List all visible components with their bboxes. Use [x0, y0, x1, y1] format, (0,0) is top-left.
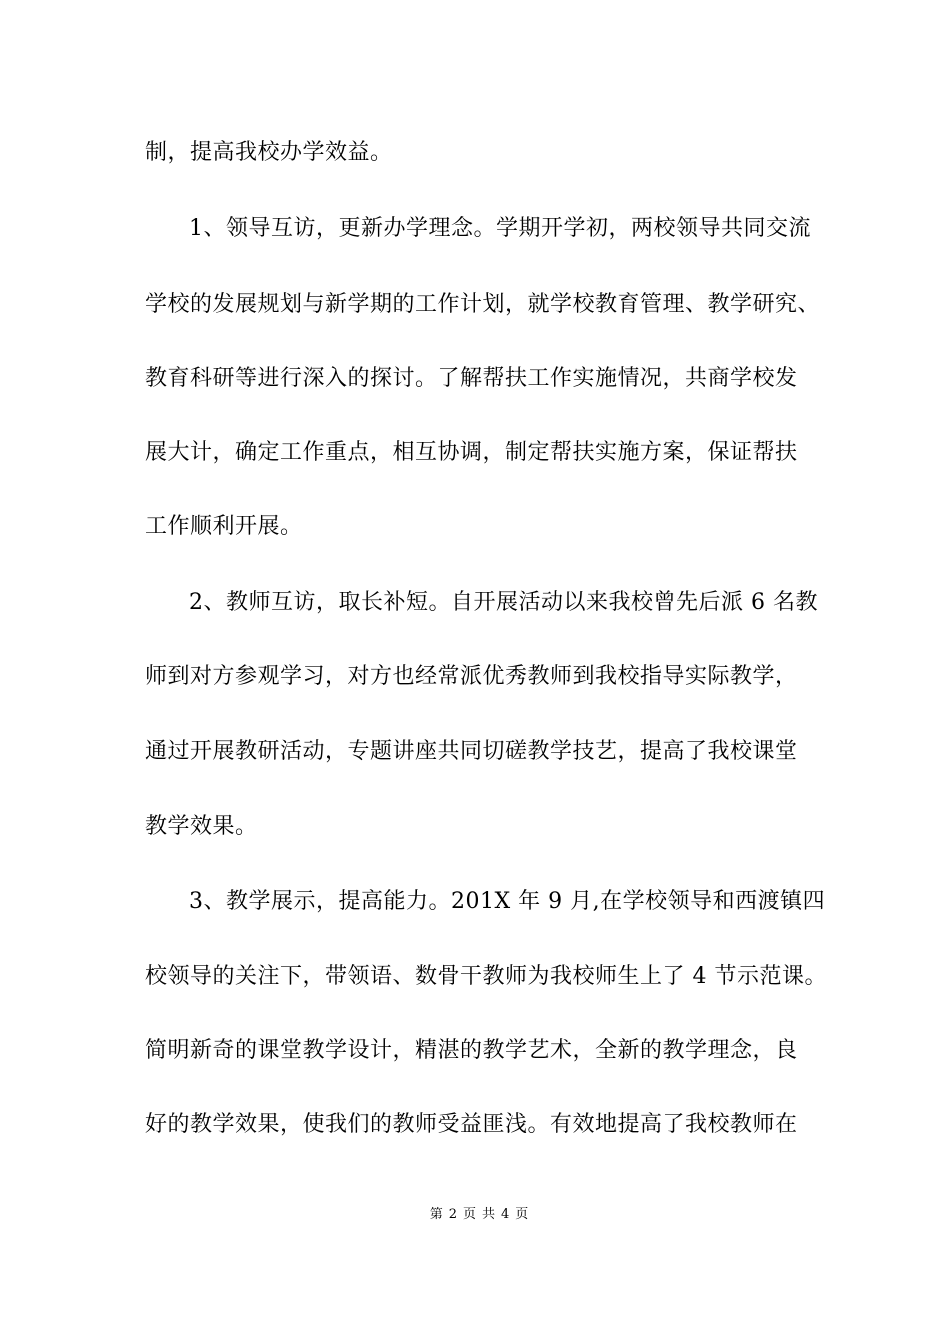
paragraph-2-line-1: 师到对方参观学习，对方也经常派优秀教师到我校指导实际教学，: [145, 664, 798, 689]
footer-total-pages: 4: [501, 1207, 510, 1222]
footer-current-page: 2: [448, 1207, 457, 1222]
paragraph-2-line-2: 通过开展教研活动，专题讲座共同切磋教学技艺，提高了我校课堂: [145, 739, 798, 764]
paragraph-1-line-3: 展大计，确定工作重点，相互协调，制定帮扶实施方案，保证帮扶: [145, 440, 798, 465]
footer-label-suffix: 页: [515, 1207, 529, 1222]
footer-label-total: 共: [482, 1207, 496, 1222]
paragraph-2-line-3: 教学效果。: [145, 814, 258, 839]
paragraph-3-line-1: 校领导的关注下，带领语、数骨干教师为我校师生上了 4 节示范课。: [145, 964, 827, 989]
page-footer: [0, 1206, 950, 1224]
paragraph-3-line-3: 好的教学效果，使我们的教师受益匪浅。有效地提高了我校教师在: [145, 1112, 798, 1137]
paragraph-3-line-2: 简明新奇的课堂教学设计，精湛的教学艺术，全新的教学理念，良: [145, 1038, 798, 1063]
paragraph-0-line-0: 制，提高我校办学效益。: [145, 140, 393, 165]
paragraph-2-line-0: 2、教师互访，取长补短。自开展活动以来我校曾先后派 6 名教: [189, 590, 818, 615]
paragraph-1-line-4: 工作顺利开展。: [145, 514, 303, 539]
paragraph-1-line-2: 教育科研等进行深入的探讨。了解帮扶工作实施情况，共商学校发: [145, 366, 798, 391]
footer-label-prefix: 第: [429, 1207, 443, 1222]
paragraph-1-line-1: 学校的发展规划与新学期的工作计划，就学校教育管理、教学研究、: [145, 292, 821, 317]
footer-label-page: 页: [462, 1207, 476, 1222]
paragraph-1-line-0: 1、领导互访，更新办学理念。学期开学初，两校领导共同交流: [189, 216, 811, 241]
paragraph-3-line-0: 3、教学展示，提高能力。201X 年 9 月,在学校领导和西渡镇四: [189, 889, 826, 914]
